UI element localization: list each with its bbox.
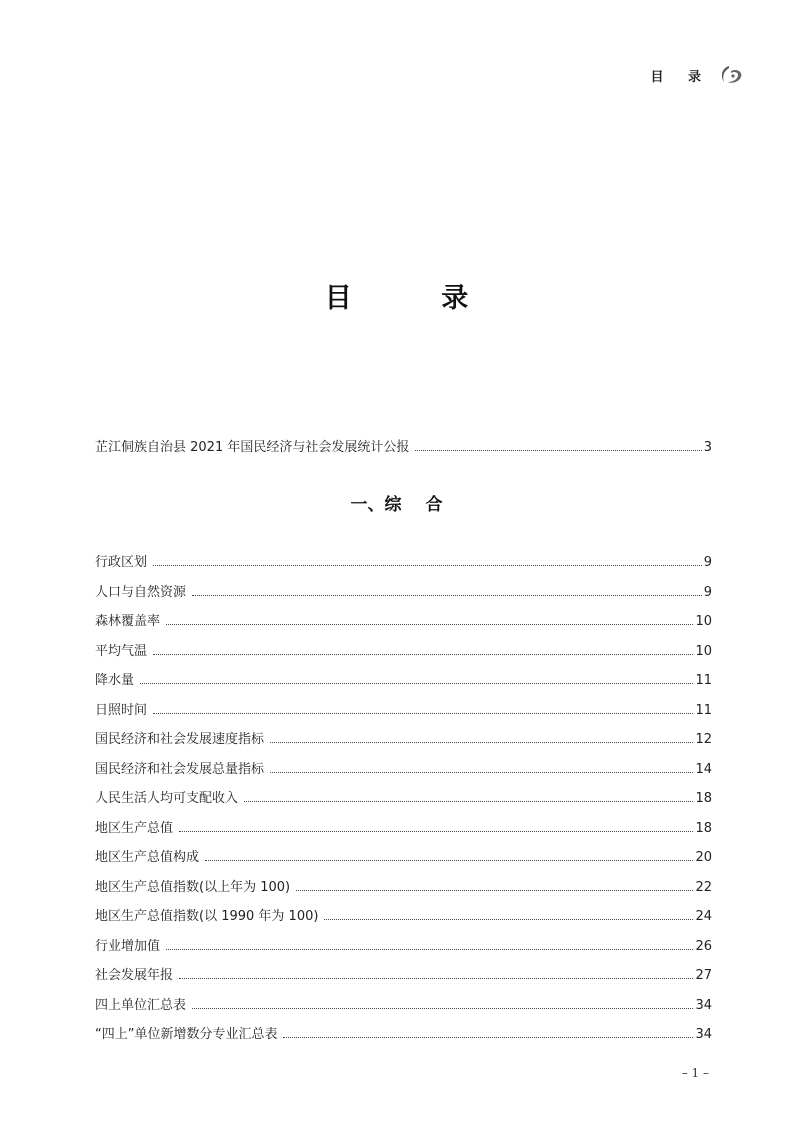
toc-entry-page: 18: [695, 820, 712, 836]
toc-entry[interactable]: [95, 581, 712, 601]
toc-entry-label: 地区生产总值构成: [95, 850, 200, 865]
toc-entry[interactable]: [95, 1023, 712, 1043]
toc-entry[interactable]: [95, 935, 712, 955]
dot-leader: [270, 771, 693, 773]
toc-entry-label: 地区生产总值指数(以 1990 年为 100): [95, 909, 319, 924]
dot-leader: [153, 564, 702, 566]
toc-entry[interactable]: [95, 728, 712, 748]
toc-entry[interactable]: [95, 846, 712, 866]
dot-leader: [179, 977, 693, 979]
toc-entry[interactable]: [95, 876, 712, 896]
toc-entry-report[interactable]: [95, 436, 712, 456]
toc-entry-page: 26: [695, 938, 712, 954]
dot-leader: [192, 1007, 693, 1009]
toc-entry-label: 地区生产总值: [95, 820, 174, 836]
dot-leader: [270, 741, 693, 743]
dot-leader: [415, 449, 701, 451]
dot-leader: [166, 623, 693, 625]
dot-leader: [296, 889, 693, 891]
toc-entry-page: 10: [695, 643, 712, 659]
dot-leader: [166, 948, 693, 950]
dot-leader: [244, 800, 693, 802]
section-heading-suffix: 合: [425, 495, 443, 515]
dot-leader: [324, 918, 693, 920]
toc-entry[interactable]: [95, 610, 712, 630]
toc-entry-page: 12: [695, 732, 712, 747]
dot-leader: [153, 653, 693, 655]
toc-entry-page: 11: [695, 702, 712, 718]
toc-entry[interactable]: [95, 964, 712, 984]
dot-leader: [153, 712, 693, 714]
toc-entry-page: 18: [695, 791, 712, 806]
toc-entry[interactable]: [95, 640, 712, 660]
toc-entry-page: 9: [703, 555, 712, 570]
toc-entry-page: 34: [695, 997, 712, 1013]
toc-entry-label: 四上单位汇总表: [95, 997, 187, 1013]
running-title: 目 录: [650, 69, 711, 85]
toc-entry-page: 20: [695, 850, 712, 865]
toc-entry-page: 9: [703, 584, 712, 600]
section-heading-prefix: 一、综: [350, 495, 402, 515]
toc-entry-label: “四上”单位新增数分专业汇总表: [95, 1027, 278, 1042]
toc-entry-page: 34: [695, 1027, 712, 1042]
dot-leader: [192, 594, 702, 596]
toc-entry-label: 社会发展年报: [95, 968, 174, 983]
toc-entry-page: 11: [695, 673, 712, 688]
toc-entry-label: 人口与自然资源: [95, 584, 187, 600]
toc-entry-label: 人民生活人均可支配收入: [95, 791, 239, 806]
toc-entry-page: 22: [695, 879, 712, 895]
toc-entry[interactable]: [95, 551, 712, 571]
toc-entry-label: 日照时间: [95, 702, 148, 718]
running-header: [650, 64, 745, 86]
dot-leader: [179, 830, 693, 832]
toc-entry[interactable]: [95, 699, 712, 719]
toc-entry-label: 森林覆盖率: [95, 614, 161, 629]
toc-entry-page: 14: [695, 761, 712, 777]
toc-entry-label: 国民经济和社会发展速度指标: [95, 732, 265, 747]
dot-leader: [205, 859, 693, 861]
toc-entry-page: 10: [695, 614, 712, 629]
toc-entry-page: 24: [695, 909, 712, 924]
toc-entry-page: 3: [703, 440, 712, 455]
section-heading: [0, 490, 793, 515]
toc-entry[interactable]: [95, 758, 712, 778]
toc-entry-label: 平均气温: [95, 643, 148, 659]
toc-entry-label: 降水量: [95, 673, 135, 688]
page-title: 目 录: [324, 283, 509, 315]
toc-entry-label: 行业增加值: [95, 938, 161, 954]
dot-leader: [283, 1036, 693, 1038]
toc-entry[interactable]: [95, 787, 712, 807]
toc-entry[interactable]: [95, 669, 712, 689]
dot-leader: [140, 682, 693, 684]
toc-entry[interactable]: [95, 994, 712, 1014]
logo-icon: [719, 64, 745, 86]
toc-entry-label: 地区生产总值指数(以上年为 100): [95, 879, 291, 895]
toc-entry-page: 27: [695, 968, 712, 983]
toc-entry[interactable]: [95, 817, 712, 837]
page-number: – 1 –: [681, 1066, 709, 1080]
toc-entry-label: 国民经济和社会发展总量指标: [95, 761, 265, 777]
toc-entry-label: 行政区划: [95, 555, 148, 570]
toc-entry[interactable]: [95, 905, 712, 925]
toc-entry-label: 芷江侗族自治县 2021 年国民经济与社会发展统计公报: [95, 440, 410, 455]
